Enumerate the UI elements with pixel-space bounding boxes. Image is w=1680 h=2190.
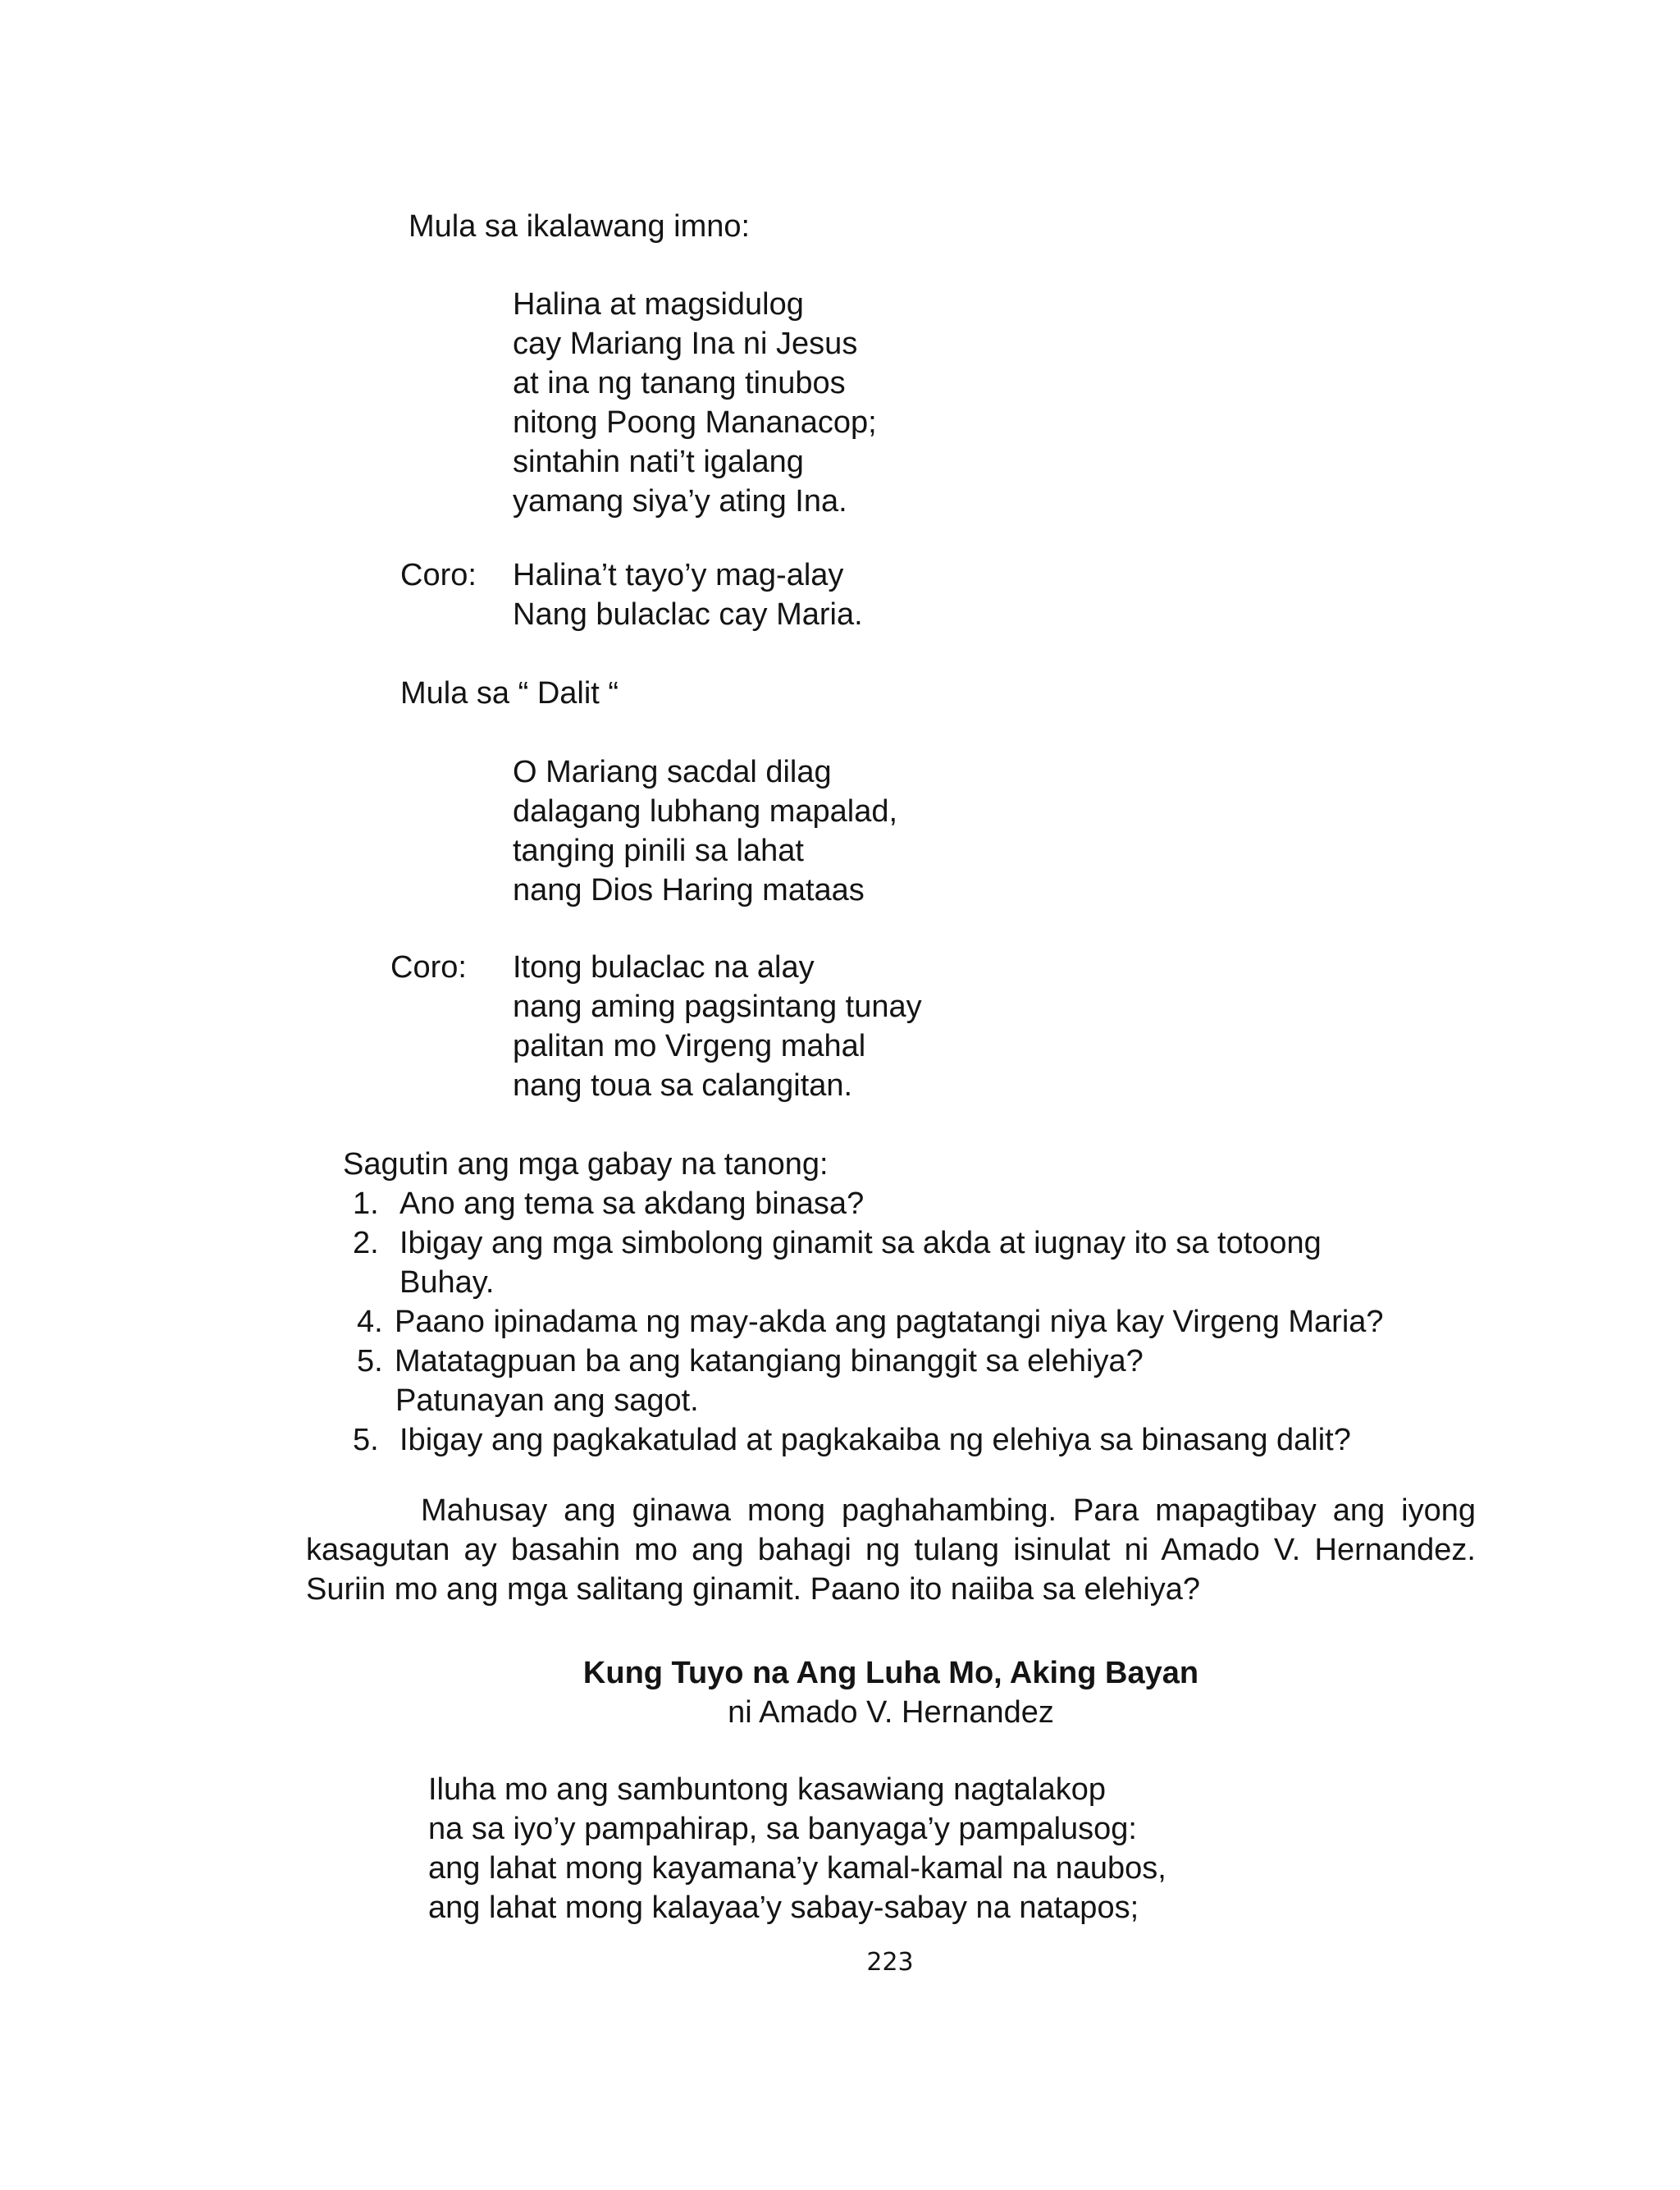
question-number: 2.	[353, 1226, 379, 1260]
stanza-line: O Mariang sacdal dilag	[513, 755, 832, 789]
question-text: Ano ang tema sa akdang binasa?	[399, 1186, 865, 1221]
coro-line: Halina’t tayo’y mag-alay	[513, 558, 844, 592]
coro-line: nang aming pagsintang tunay	[513, 990, 922, 1024]
stanza-line: Halina at magsidulog	[513, 287, 804, 322]
question-text-continued: Patunayan ang sagot.	[395, 1383, 699, 1418]
question-text: Ibigay ang mga simbolong ginamit sa akda at iugnay ito sa totoong	[399, 1226, 1322, 1260]
poem-author: ni Amado V. Hernandez	[728, 1695, 1054, 1730]
stanza-line: sintahin nati’t igalang	[513, 445, 804, 479]
coro-line: Nang bulaclac cay Maria.	[513, 597, 863, 632]
poem-line: ang lahat mong kayamana’y kamal-kamal na naubos,	[428, 1851, 1166, 1886]
question-text: Matatagpuan ba ang katangiang binanggit sa elehiya?	[395, 1344, 1144, 1378]
question-number: 5.	[353, 1423, 379, 1457]
coro-label: Coro:	[400, 558, 477, 592]
stanza-line: yamang siya’y ating Ina.	[513, 484, 847, 519]
instruction-paragraph	[306, 1491, 1476, 1609]
coro-stanza	[513, 556, 863, 634]
coro-line: nang toua sa calangitan.	[513, 1068, 853, 1103]
stanza-line: tanging pinili sa lahat	[513, 834, 804, 868]
question-text: Ibigay ang pagkakatulad at pagkakaiba ng elehiya sa binasang dalit?	[399, 1423, 1351, 1457]
stanza-line: at ina ng tanang tinubos	[513, 366, 846, 400]
hymn-stanza	[513, 285, 877, 521]
paragraph-text: Mahusay ang ginawa mong paghahambing. Para mapagtibay ang iyong kasagutan ay basahin mo ang bahagi ng tulang isinulat ni Amado V. Hernandez. Suriin mo ang mga salitang ginamit. Paano ito naiiba sa elehiya?	[306, 1493, 1476, 1607]
section-heading-imno: Mula sa ikalawang imno:	[409, 209, 751, 244]
poem-stanza	[428, 1770, 1166, 1927]
page-number: 223	[866, 1948, 914, 1977]
question-number: 4.	[357, 1305, 383, 1339]
coro-label: Coro:	[390, 950, 467, 985]
stanza-line: cay Mariang Ina ni Jesus	[513, 327, 858, 361]
poem-line: ang lahat mong kalayaa’y sabay-sabay na natapos;	[428, 1891, 1139, 1925]
question-number: 1.	[353, 1186, 379, 1221]
poem-line: Iluha mo ang sambuntong kasawiang nagtalakop	[428, 1772, 1107, 1807]
stanza-line: dalagang lubhang mapalad,	[513, 794, 898, 829]
coro-line: Itong bulaclac na alay	[513, 950, 815, 985]
question-text: Paano ipinadama ng may-akda ang pagtatangi niya kay Virgeng Maria?	[395, 1305, 1384, 1339]
dalit-stanza	[513, 752, 897, 910]
poem-line: na sa iyo’y pampahirap, sa banyaga’y pampalusog:	[428, 1812, 1137, 1846]
question-number: 5.	[357, 1344, 383, 1378]
poem-title: Kung Tuyo na Ang Luha Mo, Aking Bayan	[582, 1656, 1199, 1690]
section-heading-dalit: Mula sa “ Dalit “	[400, 676, 619, 711]
questions-heading: Sagutin ang mga gabay na tanong:	[343, 1147, 829, 1182]
stanza-line: nang Dios Haring mataas	[513, 873, 865, 908]
stanza-line: nitong Poong Mananacop;	[513, 405, 877, 440]
coro-line: palitan mo Virgeng mahal	[513, 1029, 866, 1063]
coro-stanza	[513, 948, 922, 1105]
question-text-continued: Buhay.	[399, 1265, 495, 1300]
